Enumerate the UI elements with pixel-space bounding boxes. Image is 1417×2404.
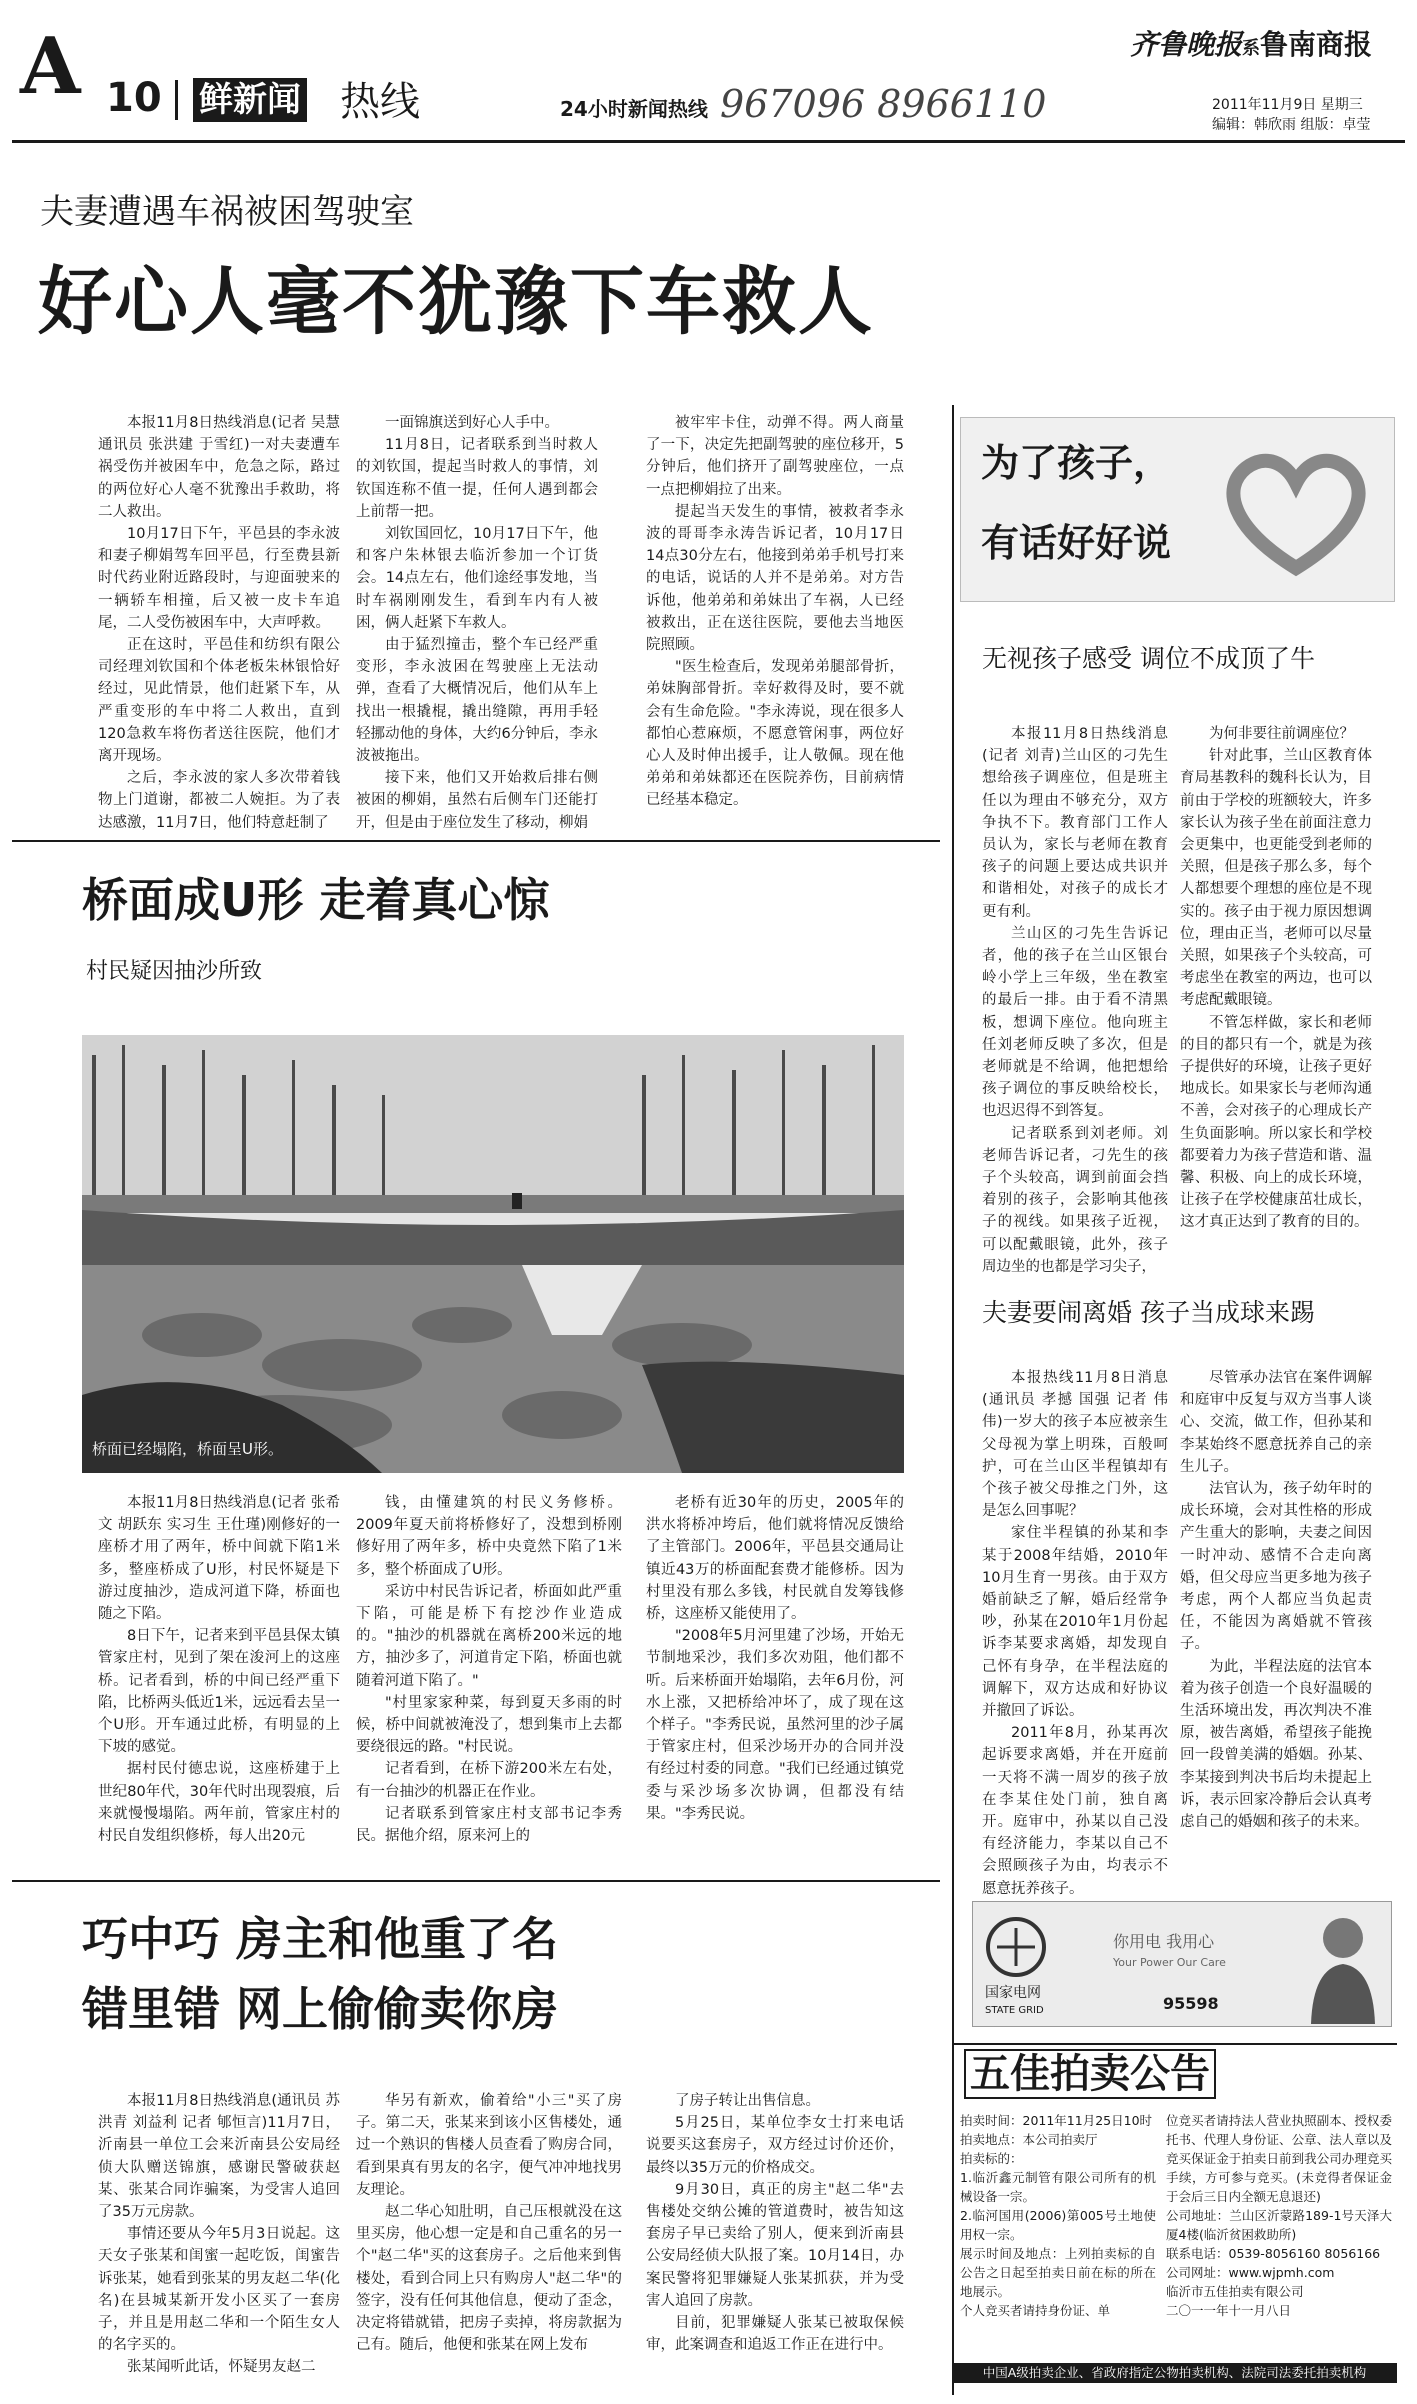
paragraph: 了房子转让出售信息。 — [675, 2093, 820, 2109]
paragraph: 提起当天发生的事情，被救者李永波的哥哥李永涛告诉记者，10月17日14点30分左右，他接到弟弟手机号打来的电话，说话的人并不是弟弟。对方告诉他，他弟弟和弟妹出了车祸，人已经被救出，正在送往医院，要他去当地医院照顾。 — [646, 503, 904, 654]
brand-secondary: 鲁南商报 — [1260, 28, 1373, 61]
story-2-col-1 — [98, 1492, 340, 1847]
brand-name — [1130, 28, 1372, 66]
paragraph: 2011年8月，孙某再次起诉要求离婚，并在开庭前一天将不满一周岁的孩子放在李某住处门前，独自离开。庭审中，孙某以自己没有经济能力，李某以自己不会照顾孩子为由，均表示不愿意抚养孩子。 — [982, 1725, 1168, 1897]
paragraph: 位竞买者请持法人营业执照副本、授权委托书、代理人身份证、公章、法人章以及竞买保证金于拍卖日前到我公司办理竞买手续，方可参与竞买。(未竞得者保证金于会后三日内全额无息退还) — [1166, 2113, 1392, 2204]
bridge-photo-image — [82, 1035, 904, 1473]
story-3-headline-2: 错里错 网上偷偷卖你房 — [82, 1982, 559, 2036]
sidebar-banner — [960, 417, 1395, 602]
paragraph: 5月25日，某单位李女士打来电话说要买这套房子，双方经过讨价还价，最终以35万元的价格成交。 — [646, 2115, 904, 2176]
ad-company: 国家电网 — [985, 1985, 1041, 2001]
paragraph: 记者联系到刘老师。刘老师告诉记者，刁先生的孩子个头较高，调到前面会挡着别的孩子，会影响其他孩子的视线。如果孩子近视，可以配戴眼镜，此外，孩子周边坐的也都是学习尖子， — [982, 1125, 1168, 1275]
paragraph: "村里家家种菜，每到夏天多雨的时候，桥中间就被淹没了，想到集市上去都要绕很远的路。"村民说。 — [356, 1694, 622, 1756]
paragraph: 本报热线11月8日消息(通讯员 孝撼 国强 记者 伟伟)一岁大的孩子本应被亲生父母视为掌上明珠，百般呵护，可在兰山区半程镇却有个孩子被父母推之门外，这是怎么回事呢？ — [982, 1370, 1168, 1520]
paragraph: 记者联系到管家庄村支部书记李秀民。据他介绍，原来河上的 — [356, 1805, 622, 1845]
paragraph: 采访中村民告诉记者，桥面如此严重下陷，可能是桥下有挖沙作业造成的。"抽沙的机器就在离桥200米远的地方，抽沙多了，河道肯定下陷，桥面也就随着河道下陷了。" — [356, 1583, 622, 1689]
story-2 — [0, 850, 940, 1880]
paragraph: 目前，犯罪嫌疑人张某已被取保候审，此案调查和追返工作正在进行中。 — [646, 2315, 904, 2354]
paragraph: 针对此事，兰山区教育体育局基教科的魏科长认为，目前由于学校的班额较大，许多家长认为孩子坐在前面注意力会更集中，也更能受到老师的关照，但是孩子那么多，每个人都想要个理想的座位是不现实的。孩子由于视力原因想调位，理由正当，老师可以尽量关照，如果孩子个头较高，可考虑坐在教室的两边，也可以考虑配戴眼镜。 — [1180, 748, 1372, 1009]
story-1-col-2 — [356, 412, 598, 834]
sidebar-story-b-col-1 — [982, 1367, 1168, 1900]
story-2-bottom-rule — [12, 1880, 940, 1882]
page-letter: A — [20, 21, 81, 112]
paragraph: 1.临沂鑫元制管有限公司所有的机械设备一宗。 — [960, 2170, 1156, 2204]
paragraph: 家住半程镇的孙某和李某于2008年结婚，2010年10月生育一男孩。由于双方婚前缺乏了解，婚后经常争吵，孙某在2010年1月份起诉李某要求离婚，却发现自己怀有身孕，在半程法庭的调解下，双方达成和好协议并撤回了诉讼。 — [982, 1525, 1168, 1720]
story-1-headline: 好心人毫不犹豫下车救人 — [38, 259, 874, 345]
paragraph: 2.临河国用(2006)第005号土地使用权一宗。 — [960, 2208, 1156, 2242]
auction-col-2 — [1166, 2111, 1392, 2320]
sidebar — [952, 405, 1397, 2404]
paragraph: 张某闻听此话，怀疑男友赵二 — [127, 2359, 316, 2376]
paragraph: 本报11月8日热线消息(记者 吴慧 通讯员 张洪建 于雪红)一对夫妻遭车祸受伤并被困车中，危急之际，路过的两位好心人毫不犹豫出手救助，将二人救出。 — [98, 415, 340, 520]
hands-heart-icon — [1211, 438, 1381, 588]
page-header — [0, 0, 1417, 150]
story-1-col-1 — [98, 412, 340, 834]
section-tag: 鲜新闻 — [193, 78, 307, 122]
auction-title: 五佳拍卖公告 — [964, 2049, 1216, 2099]
sidebar-story-b-headline: 夫妻要闹离婚 孩子当成球来踢 — [982, 1298, 1315, 1327]
paragraph: 由于猛烈撞击，整个车已经严重变形，李永波困在驾驶座上无法动弹，查看了大概情况后，他们从车上找出一根撬棍，撬出缝隙，再用手轻轻挪动他的身体，大约6分钟后，李永波被拖出。 — [356, 637, 598, 765]
sidebar-story-a-col-2 — [1180, 723, 1372, 1234]
paragraph: 尽管承办法官在案件调解和庭审中反复与双方当事人谈心、交流，做工作，但孙某和李某始终不愿意抚养自己的亲生儿子。 — [1180, 1370, 1372, 1475]
paragraph: 本报11月8日热线消息(记者 刘青)兰山区的刁先生想给孩子调座位，但是班主任以为理由不够充分，双方争执不下。教育部门工作人员认为，家长与老师在教育孩子的问题上要达成共识并和谐相处，对孩子的成长才更有利。 — [982, 726, 1168, 920]
hotline-label: 24小时新闻热线 — [560, 97, 708, 121]
paragraph: 正在这时，平邑佳和纺织有限公司经理刘钦国和个体老板朱林银恰好经过，见此情景，他们赶紧下车，从严重变形的车中将二人救出，直到120急救车将伤者送往医院，他们才离开现场。 — [98, 637, 340, 765]
paragraph: 公司网址：www.wjpmh.com — [1166, 2265, 1335, 2280]
paragraph: 11月8日，记者联系到当时救人的刘钦国，提起当时救人的事情，刘钦国连称不值一提，任何人遇到都会上前帮一把。 — [356, 437, 598, 520]
paragraph: 刘钦国回忆，10月17日下午，他和客户朱林银去临沂参加一个订货会。14点左右，他们途经事发地，当时车祸刚刚发生，看到车内有人被困，俩人赶紧下车救人。 — [356, 526, 598, 631]
paragraph: 拍卖地点：本公司拍卖厅 — [960, 2132, 1098, 2147]
story-2-col-2 — [356, 1492, 622, 1847]
section-name: 热线 — [340, 79, 420, 125]
story-3 — [0, 1880, 940, 2404]
banner-line-2: 有话好好说 — [981, 521, 1172, 565]
brand-primary: 齐鲁晚报 — [1130, 28, 1243, 61]
paragraph: 记者看到，在桥下游200米左右处，有一台抽沙的机器正在作业。 — [356, 1761, 622, 1800]
editor-line: 编辑：韩欣雨 组版：卓莹 — [1212, 117, 1371, 133]
story-1-kicker: 夫妻遭遇车祸被困驾驶室 — [40, 192, 414, 232]
auction-col-1 — [960, 2111, 1156, 2320]
date-line: 2011年11月9日 星期三 — [1212, 97, 1363, 113]
header-divider-icon — [175, 80, 178, 120]
paragraph: 10月17日下午，平邑县的李永波和妻子柳娟驾车回平邑，行至费县新时代药业附近路段时，与迎面驶来的一辆轿车相撞，后又被一皮卡车追尾，二人受伤被困车中，大声呼救。 — [98, 526, 340, 631]
state-grid-ad — [972, 1901, 1392, 2027]
story-3-col-3 — [646, 2090, 904, 2356]
paragraph: 本报11月8日热线消息(通讯员 苏洪青 刘益利 记者 郇恒言)11月7日，沂南县一单位工会来沂南县公安局经侦大队赠送锦旗，感谢民警破获赵某、张某合同诈骗案，为受害人追回了35万元房款。 — [98, 2093, 340, 2221]
paragraph: 钱，由懂建筑的村民义务修桥。2009年夏天前将桥修好了，没想到桥刚修好用了两年多，桥中央竟然下陷了1米多，整个桥面成了U形。 — [356, 1495, 622, 1578]
paragraph: 公司地址：兰山区沂蒙路189-1号天泽大厦4楼(临沂贫困救助所) — [1166, 2208, 1392, 2242]
story-3-headline-1: 巧中巧 房主和他重了名 — [82, 1912, 559, 1966]
paragraph: 9月30日，真正的房主"赵二华"去售楼处交纳公摊的管道费时，被告知这套房子早已卖给了别人，便来到沂南县公安局经侦大队报了案。10月14日，办案民警将犯罪嫌疑人张某抓获，并为受害人追回了房款。 — [646, 2181, 904, 2309]
paragraph: 被牢牢卡住，动弹不得。两人商量了一下，决定先把副驾驶的座位移开，5分钟后，他们挤开了副驾驶座位，一点一点把柳娟拉了出来。 — [646, 415, 904, 498]
paragraph: 事情还要从今年5月3日说起。这天女子张某和闺蜜一起吃饭，闺蜜告诉张某，她看到张某的男友赵二华(化名)在县城某新开发小区买了一套房子，并且是用赵二华和一个陌生女人的名字买的。 — [98, 2226, 340, 2354]
story-3-col-1 — [98, 2090, 340, 2379]
paragraph: 法官认为，孩子幼年时的成长环境，会对其性格的形成产生重大的影响，夫妻之间因一时冲动、感情不合走向离婚，但父母应当更多地为孩子考虑，两个人都应当负起责任，不能因为离婚就不管孩子。 — [1180, 1481, 1372, 1653]
paragraph: 一面锦旗送到好心人手中。 — [385, 415, 559, 431]
operator-person-icon — [1303, 1908, 1383, 2024]
sidebar-story-b-col-2 — [1180, 1367, 1372, 1833]
paragraph: 老桥有近30年的历史，2005年的洪水将桥冲垮后，他们就将情况反馈给了主管部门。2006年，平邑县交通局让镇近43万的桥面配套费才能修桥。因为村里没有那么多钱，村民就自发筹钱修桥，这座桥又能使用了。 — [646, 1495, 904, 1623]
hotline-numbers: 967096 8966110 — [720, 82, 1047, 126]
header-rule — [12, 140, 1405, 143]
state-grid-logo-icon — [985, 1916, 1047, 1978]
sidebar-story-a-col-1 — [982, 723, 1168, 1278]
paragraph: 不管怎样做，家长和老师的目的都只有一个，就是为孩子提供好的环境，让孩子更好地成长。如果家长与老师沟通不善，会对孩子的心理成长产生负面影响。所以家长和学校都要着力为孩子营造和谐、温馨、积极、向上的成长环境，让孩子在学校健康茁壮成长，这才真正达到了教育的目的。 — [1180, 1014, 1372, 1231]
paragraph: 联系电话：0539-8056160 8056166 — [1166, 2246, 1381, 2261]
brand-sys: 系 — [1242, 38, 1261, 59]
paragraph: 接下来，他们又开始救后排右侧被困的柳娟，虽然右后侧车门还能打开，但是由于座位发生了移动，柳娟 — [356, 770, 598, 831]
paragraph: 之后，李永波的家人多次带着钱物上门道谢，都被二人婉拒。为了表达感激，11月7日，他们特意赶制了 — [98, 770, 340, 831]
paragraph: 展示时间及地点：上列拍卖标的自公告之日起至拍卖日前在标的所在地展示。 — [960, 2246, 1156, 2299]
story-2-headline: 桥面成U形 走着真心惊 — [82, 873, 550, 927]
paragraph: 据村民付德忠说，这座桥建于上世纪80年代，30年代时出现裂痕，后来就慢慢塌陷。两年前，管家庄村的村民自发组织修桥，每人出20元 — [98, 1761, 340, 1845]
paragraph: 本报11月8日热线消息(记者 张希文 胡跃东 实习生 王仕瑾)刚修好的一座桥才用了两年，桥中间就下陷1米多，整座桥成了U形，村民怀疑是下游过度抽沙，造成河道下降，桥面也随之下陷。 — [98, 1495, 340, 1623]
paragraph: 拍卖时间：2011年11月25日10时 — [960, 2113, 1153, 2128]
ad-company-en: STATE GRID — [985, 2005, 1044, 2016]
sidebar-story-a-headline: 无视孩子感受 调位不成顶了牛 — [982, 644, 1315, 673]
paragraph: 二〇一一年十一月八日 — [1166, 2303, 1292, 2318]
photo-caption: 桥面已经塌陷，桥面呈U形。 — [92, 1440, 283, 1458]
story-1-bottom-rule — [12, 840, 940, 842]
paragraph: 拍卖标的： — [960, 2151, 1023, 2166]
paragraph: "医生检查后，发现弟弟腿部骨折，弟妹胸部骨折。幸好救得及时，要不就会有生命危险。"李永涛说，现在很多人都怕心惹麻烦，不愿意管闲事，两位好心人及时伸出援手，让人敬佩。现在他弟弟和弟妹都还在医院养伤，目前病情已经基本稳定。 — [646, 659, 904, 809]
paragraph: 华另有新欢，偷着给"小三"买了房子。第二天，张某来到该小区售楼处，通过一个熟识的售楼人员查看了购房合同，看到果真有男友的名字，便气冲冲地找男友理论。 — [356, 2093, 622, 2198]
paragraph: 为何非要往前调座位？ — [1209, 726, 1354, 742]
paragraph: 8日下午，记者来到平邑县保太镇管家庄村，见到了架在浚河上的这座桥。记者看到，桥的中间已经严重下陷，比桥两头低近1米，远远看去呈一个U形。开车通过此桥，有明显的上下坡的感觉。 — [98, 1628, 340, 1756]
paragraph: "2008年5月河里建了沙场，开始无节制地采沙，我们多次劝阻，他们都不听。后来桥面开始塌陷，去年6月份，河水上涨，又把桥给冲坏了，成了现在这个样子。"李秀民说，虽然河里的沙子属于管家庄村，但采沙场开办的合同并没有经过村委的同意。"我们已经通过镇党委与采沙场多次协调，但都没有结果。"李秀民说。 — [646, 1628, 904, 1822]
paragraph: 兰山区的刁先生告诉记者，他的孩子在兰山区银台岭小学上三年级，坐在教室的最后一排。由于看不清黑板，想调下座位。他向班主任刘老师反映了多次，但是老师就是不给调，他把想给孩子调位的事反映给校长，也迟迟得不到答复。 — [982, 925, 1168, 1120]
page-number: 10 — [106, 75, 162, 121]
banner-line-1: 为了孩子， — [981, 441, 1172, 485]
auction-footer: 中国A级拍卖企业、省政府指定公物拍卖机构、法院司法委托拍卖机构 — [952, 2363, 1397, 2383]
story-3-col-2 — [356, 2090, 622, 2356]
ad-slogan-en: Your Power Our Care — [1113, 1956, 1226, 1969]
ad-slogan: 你用电 我用心 — [1113, 1932, 1215, 1951]
paragraph: 临沂市五佳拍卖有限公司 — [1166, 2284, 1304, 2299]
story-2-col-3 — [646, 1492, 904, 1825]
ad-hotline: 95598 — [1163, 1994, 1219, 2013]
paragraph: 赵二华心知肚明，自己压根就没在这里买房，他心想一定是和自己重名的另一个"赵二华"买的这套房子。之后他来到售楼处，看到合同上只有购房人"赵二华"的签字，没有任何其他信息，便动了歪念，决定将错就错，把房子卖掉，将房款据为己有。随后，他便和张某在网上发布 — [356, 2204, 622, 2354]
auction-notice — [952, 2043, 1397, 2395]
paragraph: 为此，半程法庭的法官本着为孩子创造一个良好温暖的生活环境出发，再次判决不准原，被告离婚，希望孩子能挽回一段曾美满的婚姻。孙某、李某接到判决书后均未提起上诉，表示回家冷静后会认真考虑自己的婚姻和孩子的未来。 — [1180, 1658, 1372, 1831]
story-2-subhead: 村民疑因抽沙所致 — [86, 959, 263, 984]
paragraph: 个人竞买者请持身份证、单 — [960, 2303, 1111, 2318]
story-1-col-3 — [646, 412, 904, 812]
bridge-photo — [82, 1035, 904, 1473]
